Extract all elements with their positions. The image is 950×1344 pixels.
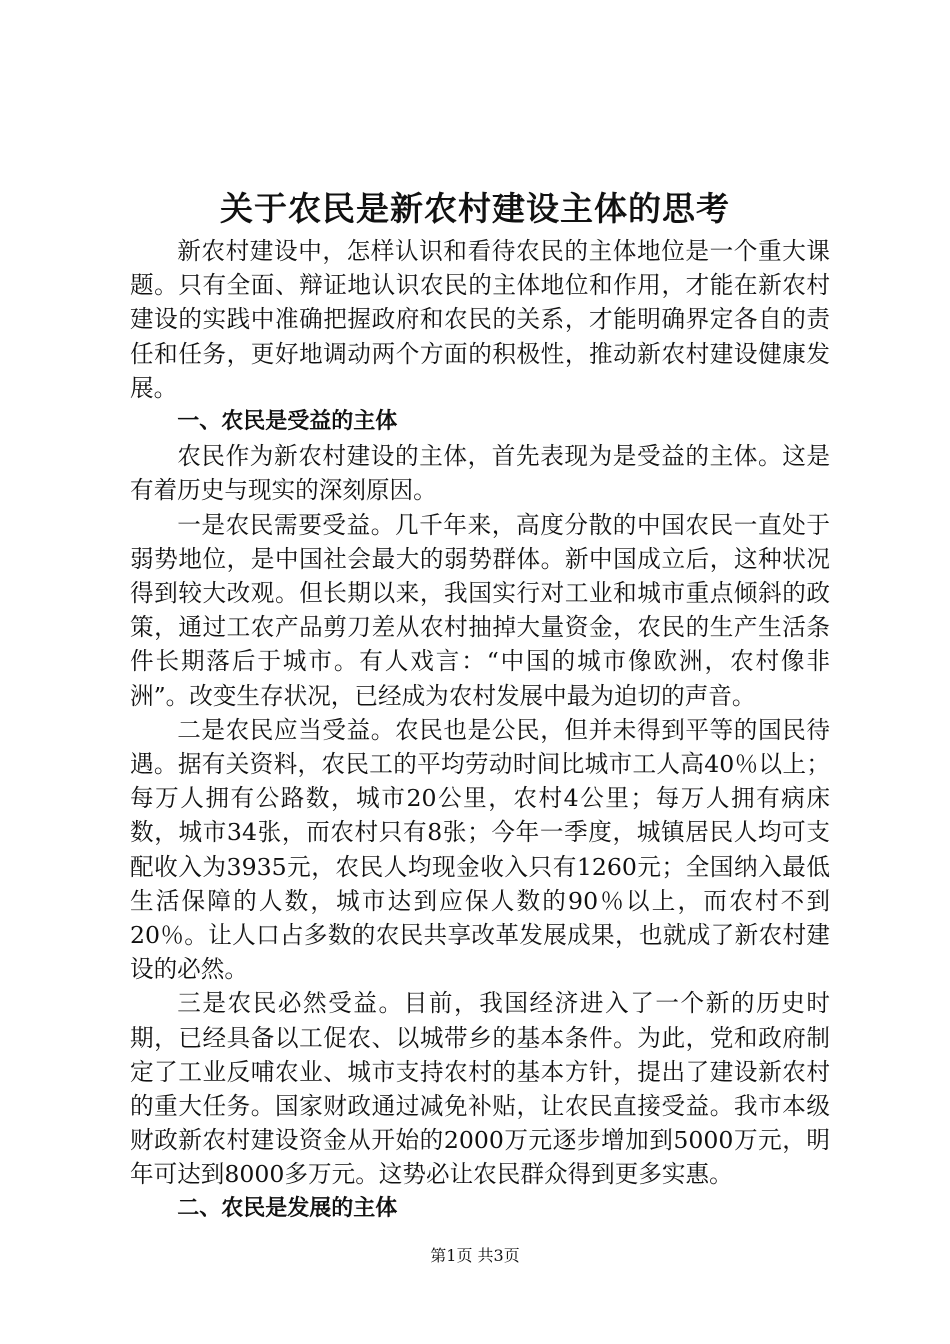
section-heading: 一、农民是受益的主体 [177,409,398,435]
paragraph: 一是农民需要受益。几千年来，高度分散的中国农民一直处于弱势地位，是中国社会最大的弱势群体。新中国成立后，这种状况得到较大改观。但长期以来，我国实行对工业和城市重点倾斜的政策，通过工农产品剪刀差从农村抽掉大量资金，农民的生产生活条件长期落后于城市。有人戏言：“中国的城市像欧洲，农村像非洲”。改变生存状况，已经成为农村发展中最为迫切的声音。 [130,510,830,710]
paragraph: 二是农民应当受益。农民也是公民，但并未得到平等的国民待遇。据有关资料，农民工的平均劳动时间比城市工人高40％以上；每万人拥有公路数，城市20公里，农村4公里；每万人拥有病床数，城市34张，而农村只有8张；今年一季度，城镇居民人均可支配收入为3935元，农民人均现金收入只有1260元；全国纳入最低生活保障的人数，城市达到应保人数的90％以上，而农村不到20％。让人口占多数的农民共享改革发展成果，也就成了新农村建设的必然。 [130,715,830,984]
page-number-footer: 第1页 共3页 [430,1246,520,1265]
paragraph: 新农村建设中，怎样认识和看待农民的主体地位是一个重大课题。只有全面、辩证地认识农民的主体地位和作用，才能在新农村建设的实践中准确把握政府和农民的关系，才能明确界定各自的责任和任务，更好地调动两个方面的积极性，推动新农村建设健康发展。 [130,237,830,402]
paragraph: 三是农民必然受益。目前，我国经济进入了一个新的历史时期，已经具备以工促农、以城带乡的基本条件。为此，党和政府制定了工业反哺农业、城市支持农村的基本方针，提出了建设新农村的重大任务。国家财政通过减免补贴，让农民直接受益。我市本级财政新农村建设资金从开始的2000万元逐步增加到5000万元，明年可达到8000多万元。这势必让农民群众得到更多实惠。 [130,989,830,1189]
document-title: 关于农民是新农村建设主体的思考 [220,189,730,228]
section-heading: 二、农民是发展的主体 [177,1195,398,1221]
paragraph: 农民作为新农村建设的主体，首先表现为是受益的主体。这是有着历史与现实的深刻原因。 [130,442,830,505]
document-body [130,234,830,1226]
